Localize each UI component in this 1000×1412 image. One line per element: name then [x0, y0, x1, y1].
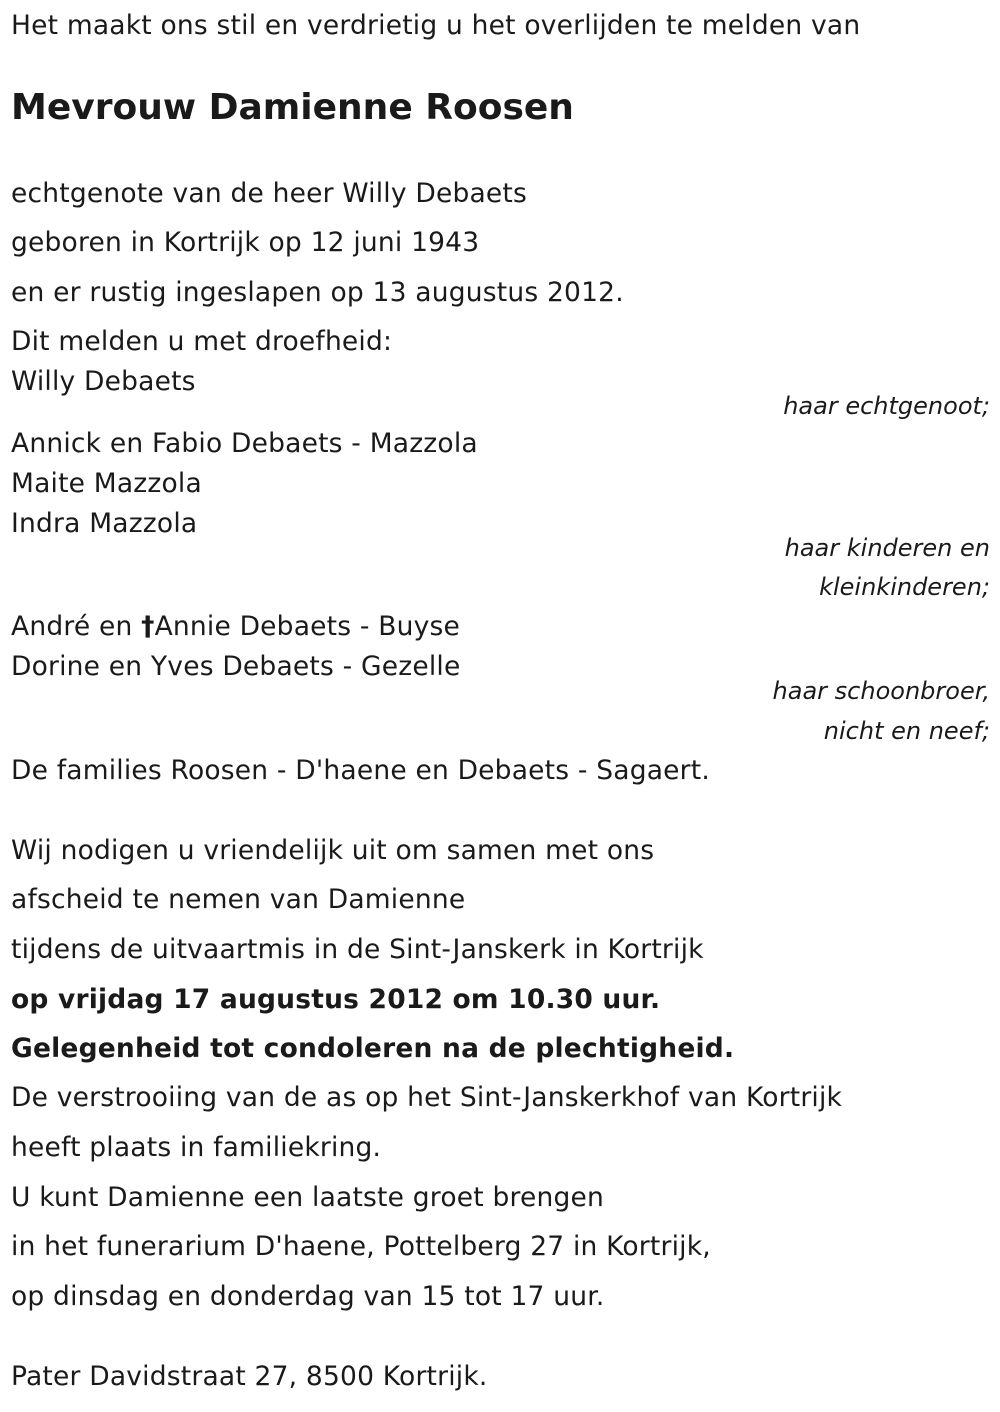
families-line: De families Roosen - D'haene en Debaets - Sagaert. — [11, 755, 710, 786]
mourner-name-part: Annie Debaets - Buyse — [154, 611, 461, 642]
invitation-line: afscheid te nemen van Damienne — [11, 884, 466, 915]
info-line: heeft plaats in familiekring. — [11, 1132, 382, 1163]
announcement-intro: Dit melden u met droefheid: — [11, 326, 393, 357]
condolences-note: Gelegenheid tot condoleren na de plechtigheid. — [11, 1033, 735, 1064]
info-line: De verstrooiing van de as op het Sint-Janskerkhof van Kortrijk — [11, 1082, 843, 1113]
spouse-detail: echtgenote van de heer Willy Debaets — [11, 178, 528, 209]
deceased-name: Mevrouw Damienne Roosen — [11, 87, 574, 128]
mourner-name: Willy Debaets — [11, 366, 196, 397]
info-line: in het funerarium D'haene, Pottelberg 27 in Kortrijk, — [11, 1231, 711, 1262]
mourner-name: Annick en Fabio Debaets - Mazzola — [11, 428, 478, 459]
relation-in-laws-line2: nicht en neef; — [823, 717, 990, 745]
mass-time: op vrijdag 17 augustus 2012 om 10.30 uur. — [11, 984, 661, 1015]
mourner-name: Dorine en Yves Debaets - Gezelle — [11, 651, 461, 682]
info-line: U kunt Damienne een laatste groet brengen — [11, 1182, 604, 1213]
relation-spouse: haar echtgenoot; — [783, 392, 990, 420]
relation-children-line1: haar kinderen en — [784, 534, 990, 562]
invitation-line: Wij nodigen u vriendelijk uit om samen met ons — [11, 835, 655, 866]
address: Pater Davidstraat 27, 8500 Kortrijk. — [11, 1361, 488, 1392]
relation-in-laws-line1: haar schoonbroer, — [772, 677, 990, 705]
mourner-name — [11, 611, 460, 643]
info-line: op dinsdag en donderdag van 15 tot 17 uur. — [11, 1281, 605, 1312]
invitation-line: tijdens de uitvaartmis in de Sint-Janskerk in Kortrijk — [11, 934, 704, 965]
mourner-name: Maite Mazzola — [11, 468, 202, 499]
intro-text: Het maakt ons stil en verdrietig u het overlijden te melden van — [11, 10, 861, 41]
relation-children-line2: kleinkinderen; — [819, 573, 990, 601]
mourner-name: Indra Mazzola — [11, 508, 198, 539]
death-detail: en er rustig ingeslapen op 13 augustus 2012. — [11, 277, 624, 308]
birth-detail: geboren in Kortrijk op 12 juni 1943 — [11, 227, 480, 258]
cross-icon: † — [141, 611, 155, 642]
mourner-name-part: André en — [11, 611, 142, 642]
